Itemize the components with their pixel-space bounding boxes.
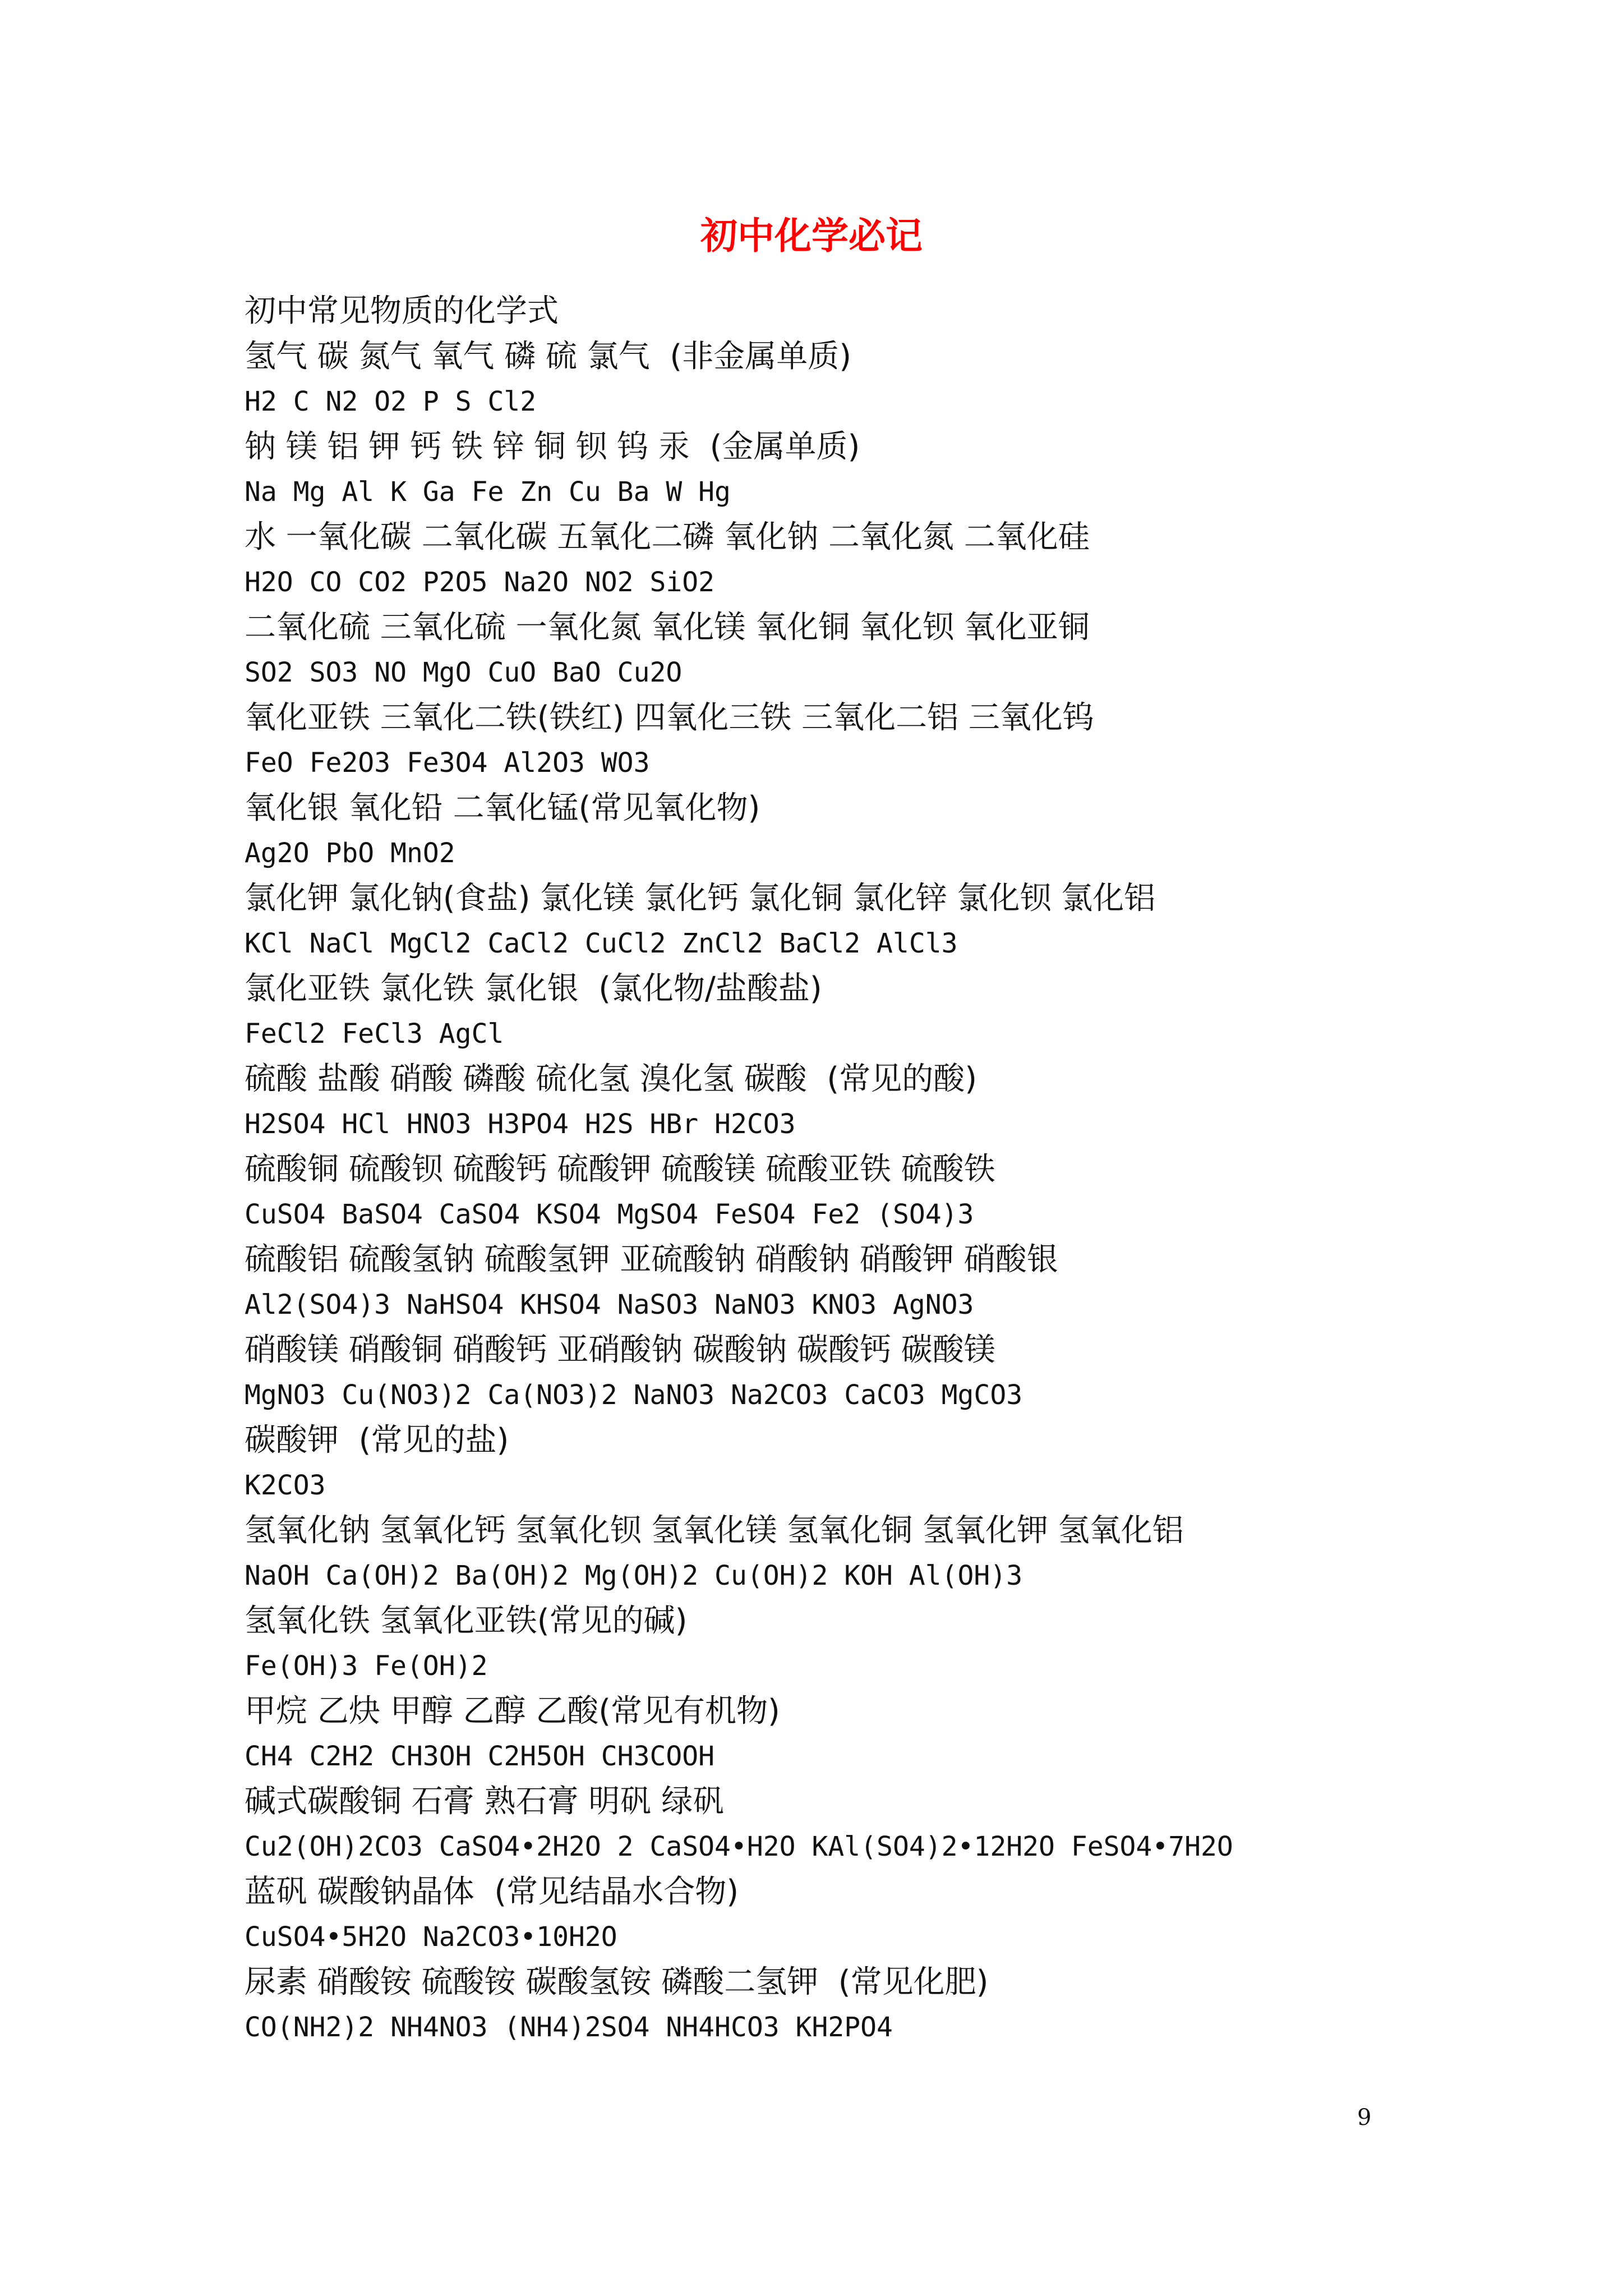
substance-names-line: 水 一氧化碳 二氧化碳 五氧化二磷 氧化钠 二氧化氮 二氧化硅 — [245, 518, 1090, 555]
formula-line: CuSO4 BaSO4 CaSO4 KSO4 MgSO4 FeSO4 Fe2 (SO4)3 — [245, 1199, 974, 1230]
formula-line: FeO Fe2O3 Fe3O4 Al2O3 WO3 — [245, 747, 650, 779]
substance-names-line: 碳酸钾 (常见的盐) — [245, 1421, 509, 1458]
substance-names-line: 尿素 硝酸铵 硫酸铵 碳酸氢铵 磷酸二氢钾 (常见化肥) — [245, 1963, 989, 2000]
formula-line: CH4 C2H2 CH3OH C2H5OH CH3COOH — [245, 1741, 715, 1772]
page-title: 初中化学必记 — [700, 214, 923, 257]
formula-line: CuSO4•5H2O Na2CO3•10H2O — [245, 1921, 617, 1953]
formula-line: Na Mg Al K Ga Fe Zn Cu Ba W Hg — [245, 476, 731, 508]
formula-line: H2 C N2 O2 P S Cl2 — [245, 386, 537, 417]
formula-line: H2SO4 HCl HNO3 H3PO4 H2S HBr H2CO3 — [245, 1108, 796, 1140]
formula-line: MgNO3 Cu(NO3)2 Ca(NO3)2 NaNO3 Na2CO3 CaCO3 MgCO3 — [245, 1379, 1023, 1411]
document-body — [245, 289, 1534, 2050]
formula-line: SO2 SO3 NO MgO CuO BaO Cu2O — [245, 657, 683, 688]
substance-names-line: 氢氧化钠 氢氧化钙 氢氧化钡 氢氧化镁 氢氧化铜 氢氧化钾 氢氧化铝 — [245, 1512, 1184, 1549]
substance-names-line: 硫酸 盐酸 硝酸 磷酸 硫化氢 溴化氢 碳酸 (常见的酸) — [245, 1060, 978, 1097]
substance-names-line: 硫酸铜 硫酸钡 硫酸钙 硫酸钾 硫酸镁 硫酸亚铁 硫酸铁 — [245, 1151, 995, 1188]
substance-names-line: 氧化亚铁 三氧化二铁(铁红) 四氧化三铁 三氧化二铝 三氧化钨 — [245, 699, 1094, 736]
substance-names-line: 氢气 碳 氮气 氧气 磷 硫 氯气 (非金属单质) — [245, 338, 852, 375]
substance-names-line: 二氧化硫 三氧化硫 一氧化氮 氧化镁 氧化铜 氧化钡 氧化亚铜 — [245, 609, 1090, 646]
substance-names-line: 蓝矾 碳酸钠晶体 (常见结晶水合物) — [245, 1873, 739, 1910]
formula-line: H2O CO CO2 P2O5 Na2O NO2 SiO2 — [245, 567, 715, 598]
section-heading: 初中常见物质的化学式 — [245, 293, 559, 329]
formula-line: FeCl2 FeCl3 AgCl — [245, 1018, 504, 1050]
formula-line: Fe(OH)3 Fe(OH)2 — [245, 1650, 488, 1682]
substance-names-line: 碱式碳酸铜 石膏 熟石膏 明矾 绿矾 — [245, 1783, 725, 1820]
substance-names-line: 氧化银 氧化铅 二氧化锰(常见氧化物) — [245, 789, 760, 826]
substance-names-line: 甲烷 乙炔 甲醇 乙醇 乙酸(常见有机物) — [245, 1692, 780, 1729]
substance-names-line: 氢氧化铁 氢氧化亚铁(常见的碱) — [245, 1602, 688, 1639]
substance-names-line: 钠 镁 铝 钾 钙 铁 锌 铜 钡 钨 汞 (金属单质) — [245, 428, 860, 465]
substance-names-line: 硫酸铝 硫酸氢钠 硫酸氢钾 亚硫酸钠 硝酸钠 硝酸钾 硝酸银 — [245, 1241, 1058, 1278]
formula-line: CO(NH2)2 NH4NO3 (NH4)2SO4 NH4HCO3 KH2PO4 — [245, 2012, 893, 2043]
formula-line: NaOH Ca(OH)2 Ba(OH)2 Mg(OH)2 Cu(OH)2 KOH Al(OH)3 — [245, 1560, 1023, 1591]
formula-line: K2CO3 — [245, 1470, 326, 1501]
substance-names-line: 硝酸镁 硝酸铜 硝酸钙 亚硝酸钠 碳酸钠 碳酸钙 碳酸镁 — [245, 1331, 995, 1368]
formula-line: Ag2O PbO MnO2 — [245, 838, 455, 869]
formula-line: Cu2(OH)2CO3 CaSO4•2H2O 2 CaSO4•H2O KAl(SO4)2•12H2O FeSO4•7H2O — [245, 1831, 1233, 1862]
formula-line: KCl NaCl MgCl2 CaCl2 CuCl2 ZnCl2 BaCl2 AlCl3 — [245, 928, 958, 959]
substance-names-line: 氯化亚铁 氯化铁 氯化银 (氯化物/盐酸盐) — [245, 970, 822, 1007]
substance-names-line: 氯化钾 氯化钠(食盐) 氯化镁 氯化钙 氯化铜 氯化锌 氯化钡 氯化铝 — [245, 880, 1156, 917]
page-number: 9 — [1357, 2105, 1372, 2131]
formula-line: Al2(SO4)3 NaHSO4 KHSO4 NaSO3 NaNO3 KNO3 AgNO3 — [245, 1289, 974, 1320]
